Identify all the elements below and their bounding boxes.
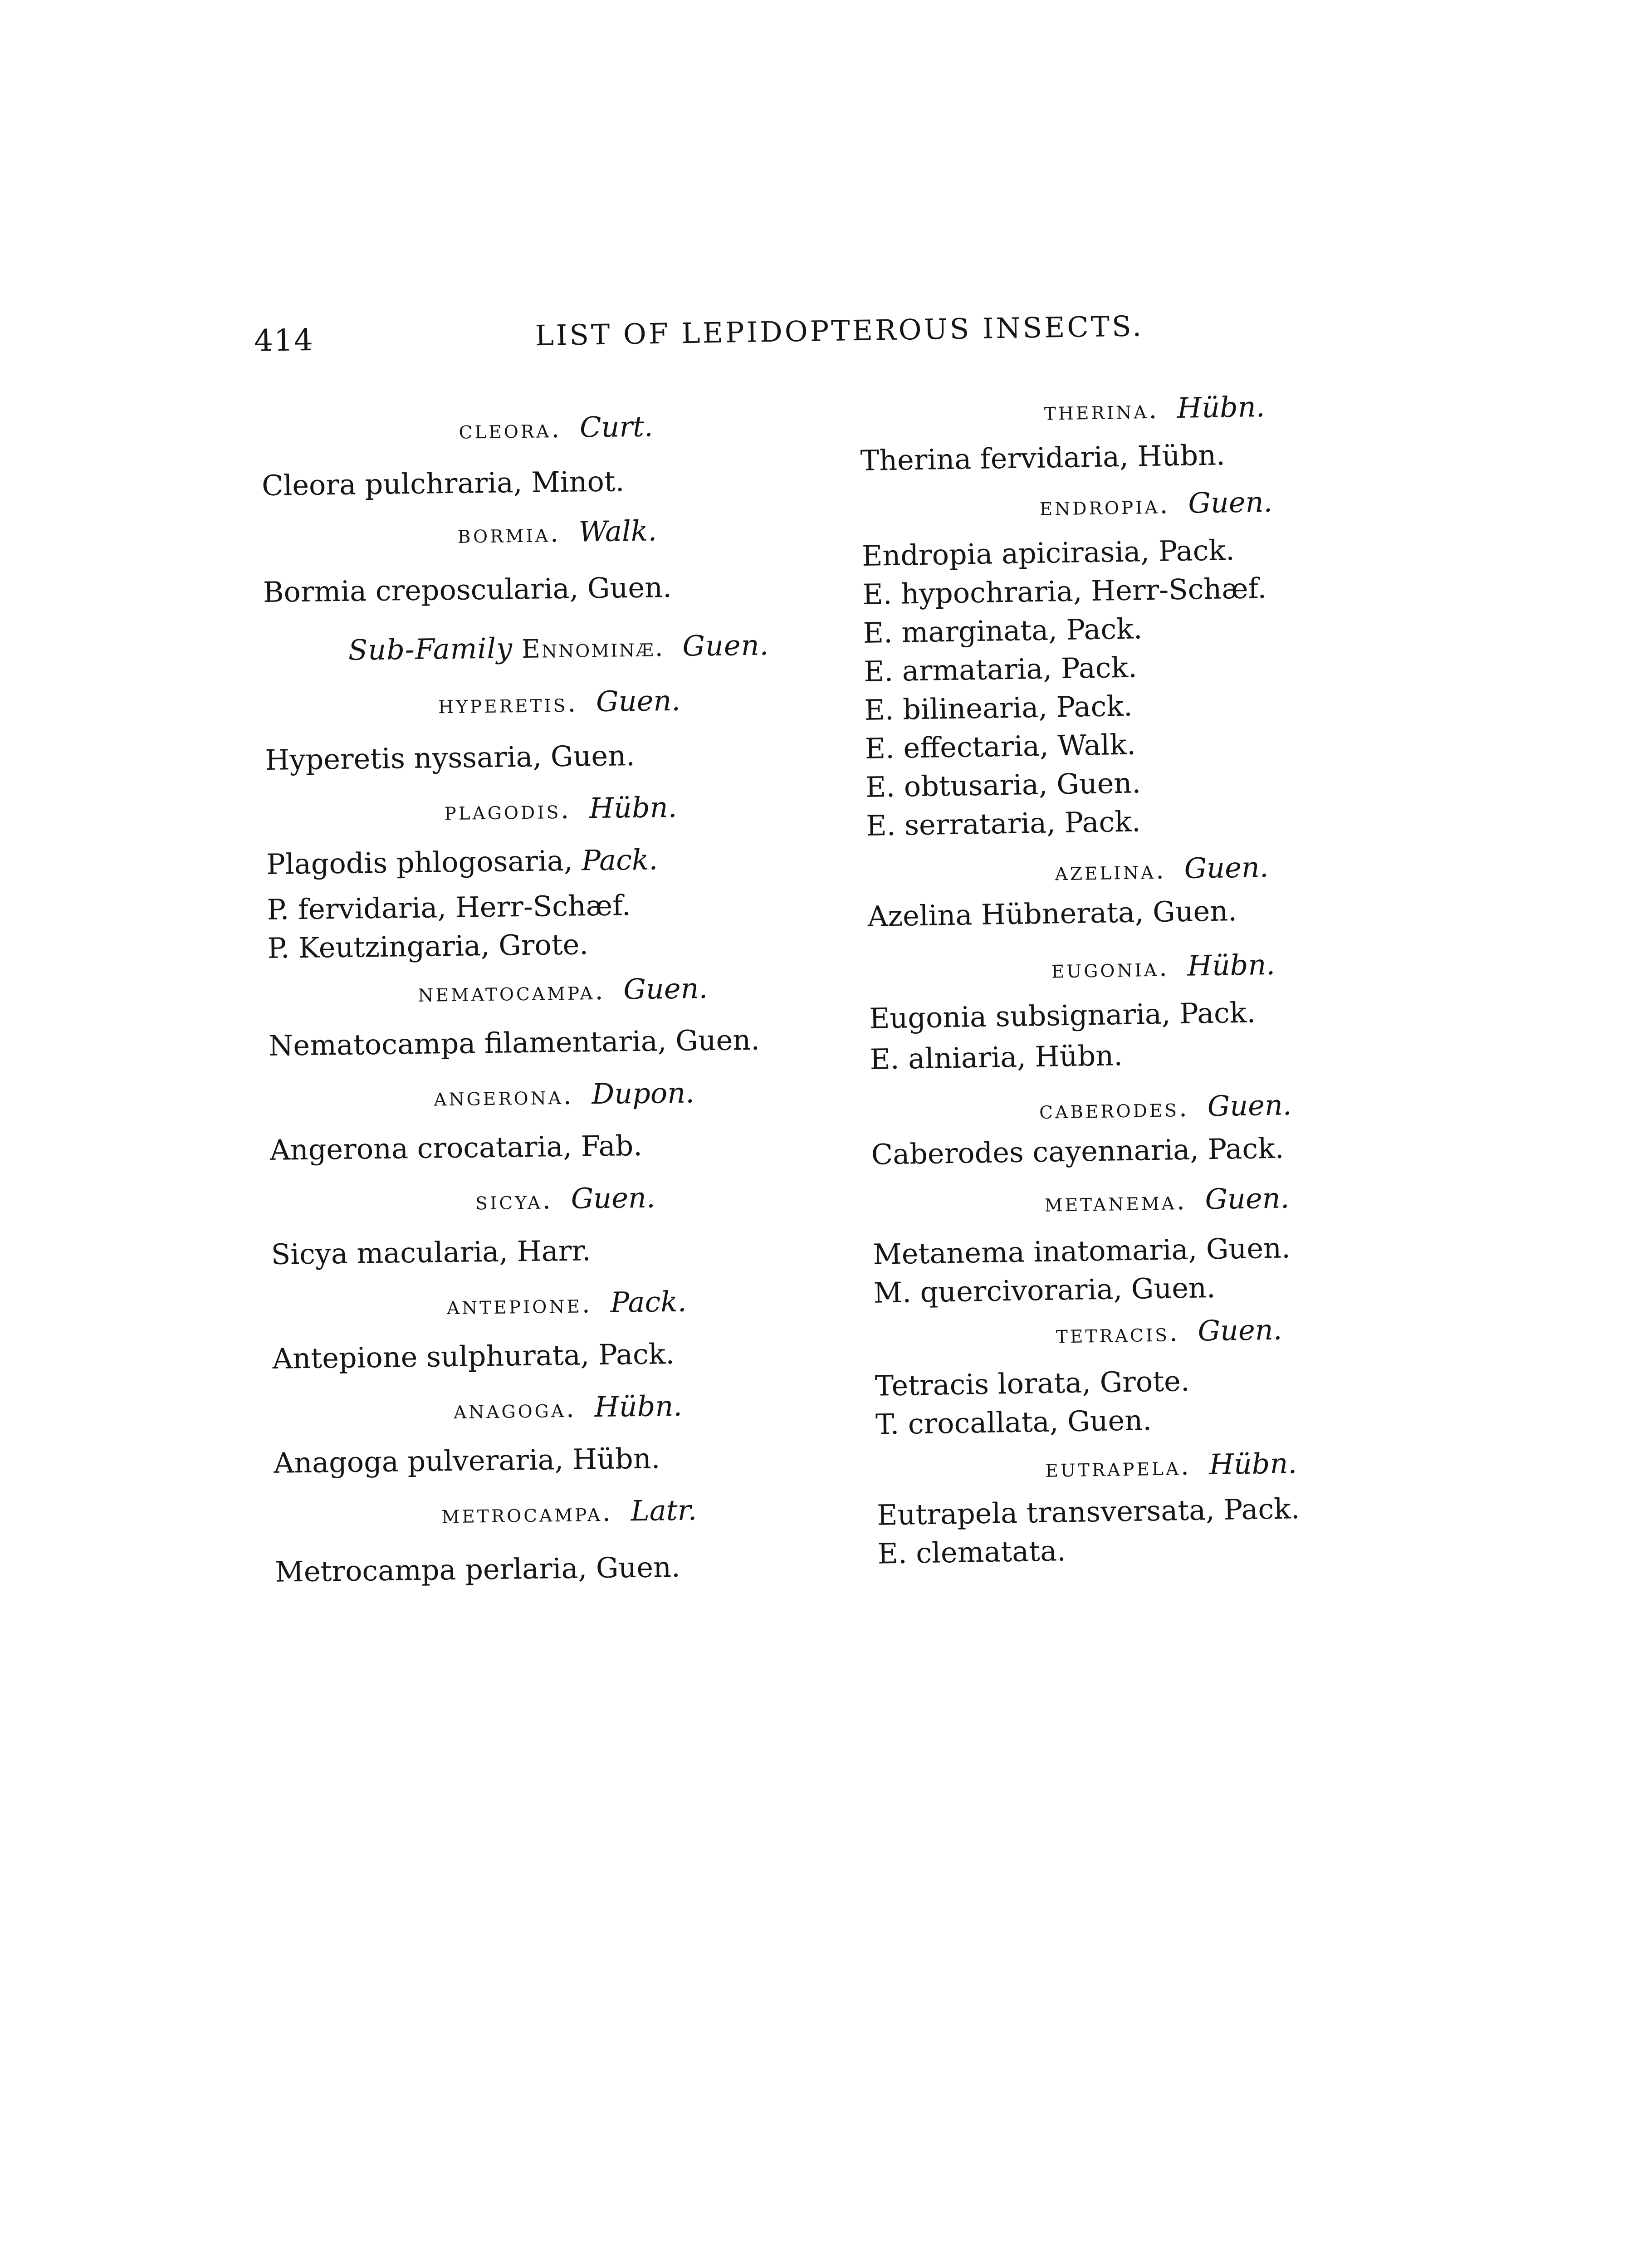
- separator: ,: [569, 572, 588, 605]
- species-authority: Herr-Schæf.: [455, 889, 631, 924]
- genus-name: metrocampa.: [441, 1497, 613, 1530]
- species-entry: [271, 1234, 592, 1271]
- species-authority: Guen.: [1206, 1231, 1291, 1266]
- genus-authority: Hübn.: [594, 1389, 683, 1424]
- species-authority: Guen.: [675, 1023, 760, 1057]
- genus-heading: [861, 485, 1451, 523]
- species-name: Azelina Hübnerata: [867, 895, 1135, 933]
- separator: ,: [1113, 1272, 1132, 1306]
- species-name: Cleora pulchraria: [261, 466, 514, 502]
- genus-authority: Hübn.: [1187, 948, 1276, 982]
- separator: ,: [1048, 613, 1067, 647]
- genus-name: therina.: [1044, 395, 1159, 426]
- genus-heading: [874, 1313, 1464, 1350]
- genus-heading: [261, 410, 851, 445]
- species-authority: Pack.: [1223, 1492, 1300, 1526]
- species-entry: [863, 650, 1138, 688]
- separator: ,: [1017, 1040, 1036, 1074]
- species-entry: [267, 891, 631, 924]
- genus-name: anagoga.: [453, 1393, 577, 1425]
- species-name: Therina fervidaria: [860, 440, 1120, 477]
- species-authority: Harr.: [517, 1234, 592, 1268]
- species-name: T. crocallata: [875, 1405, 1050, 1441]
- genus-name: metanema.: [1044, 1186, 1188, 1218]
- right-column: [853, 0, 1538, 2268]
- separator: ,: [657, 1024, 676, 1058]
- genus-name: angerona.: [433, 1080, 574, 1112]
- species-authority: Pack.: [581, 843, 658, 877]
- genus-heading: [867, 850, 1457, 887]
- genus-heading: [264, 684, 855, 720]
- species-entry: [875, 1364, 1190, 1403]
- species-entry: [873, 1271, 1216, 1310]
- species-authority: Grote.: [498, 928, 589, 962]
- separator: ,: [580, 1338, 599, 1372]
- genus-name: plagodis.: [444, 795, 572, 826]
- separator: ,: [1134, 895, 1153, 929]
- genus-name: sicya.: [475, 1185, 553, 1216]
- species-entry: [274, 1550, 681, 1589]
- genus-heading: [870, 1088, 1461, 1125]
- genus-authority: Guen.: [1204, 1181, 1290, 1216]
- genus-authority: Guen.: [1197, 1313, 1282, 1348]
- separator: ,: [1188, 1232, 1207, 1266]
- separator: ,: [533, 740, 551, 773]
- separator: ,: [1038, 767, 1057, 801]
- species-name: Caberodes cayennaria: [871, 1133, 1190, 1171]
- species-entry: [860, 438, 1226, 477]
- genus-heading: [273, 1390, 863, 1425]
- species-name: E. serrataria: [865, 806, 1047, 842]
- species-entry: [864, 689, 1133, 727]
- species-entry: [872, 1231, 1291, 1271]
- species-name: Hyperetis nyssaria: [265, 740, 533, 777]
- separator: ,: [1042, 652, 1061, 685]
- separator: ,: [562, 1129, 582, 1163]
- separator: ,: [513, 465, 532, 499]
- species-authority: Pack.: [1158, 533, 1235, 568]
- separator: ,: [554, 1442, 573, 1476]
- species-entry: [269, 1129, 643, 1167]
- species-name: Bormia creposcularia: [263, 572, 570, 609]
- species-authority: Herr-Schæf.: [1090, 571, 1267, 608]
- genus-heading: [860, 390, 1450, 427]
- species-entry: [870, 1041, 1123, 1074]
- species-name: Endropia apicirasia: [861, 535, 1141, 572]
- species-name: Sicya macularia: [271, 1235, 499, 1271]
- species-name: M. quercivoraria: [873, 1272, 1114, 1310]
- species-name: Plagodis phlogosaria: [266, 844, 564, 881]
- species-name: E. armataria: [863, 652, 1043, 688]
- species-name: Anagoga pulveraria: [273, 1443, 555, 1480]
- species-entry: [861, 533, 1235, 572]
- genus-authority: Hübn.: [589, 790, 677, 825]
- species-name: E. obtusaria: [865, 767, 1039, 804]
- genus-authority: Guen.: [623, 972, 708, 1006]
- genus-authority: Guen.: [596, 684, 681, 719]
- species-entry: [869, 996, 1256, 1035]
- subfamily-prefix: Sub-Family: [348, 631, 513, 667]
- species-authority: Hübn.: [572, 1442, 660, 1476]
- species-name: P. fervidaria: [267, 891, 438, 926]
- genus-name: endropia.: [1039, 490, 1170, 522]
- subfamily-name: Ennominæ.: [521, 633, 665, 665]
- separator: ,: [1049, 1405, 1068, 1438]
- species-authority: Minot.: [531, 464, 625, 499]
- subfamily-heading: [264, 630, 854, 665]
- species-entry: [875, 1403, 1152, 1441]
- separator: ,: [1205, 1493, 1224, 1527]
- species-entry: [265, 738, 636, 777]
- genus-name: eutrapela.: [1045, 1451, 1192, 1483]
- genus-authority: Hübn.: [1177, 390, 1265, 425]
- species-entry: [863, 612, 1143, 650]
- genus-name: bormia.: [457, 518, 561, 549]
- genus-heading: [272, 1286, 862, 1321]
- species-name: P. Keutzingaria: [267, 929, 481, 965]
- genus-name: hyperetis.: [438, 688, 578, 720]
- genus-authority: Dupon.: [592, 1076, 695, 1111]
- species-name: E. bilinearia: [864, 690, 1039, 727]
- species-authority: Guen.: [587, 570, 672, 605]
- genus-name: azelina.: [1055, 855, 1167, 887]
- genus-authority: Guen.: [682, 628, 769, 663]
- species-entry: [876, 1492, 1300, 1532]
- genus-authority: Pack.: [610, 1285, 687, 1319]
- species-name: Eutrapela transversata: [876, 1493, 1206, 1532]
- species-name: Metanema inatomaria: [872, 1232, 1189, 1271]
- species-authority: Pack.: [1179, 996, 1256, 1031]
- species-authority: Grote.: [1100, 1364, 1190, 1399]
- species-entry: [865, 766, 1141, 804]
- species-entry: [862, 571, 1267, 611]
- separator: ,: [1119, 440, 1138, 474]
- species-entry: [866, 807, 1141, 840]
- species-entry: [267, 930, 588, 963]
- species-authority: Pack.: [1056, 689, 1133, 724]
- genus-authority: Guen.: [1188, 485, 1273, 520]
- separator: ,: [563, 844, 582, 877]
- genus-heading: [872, 1181, 1462, 1218]
- genus-name: eugonia.: [1051, 953, 1170, 984]
- genus-name: nematocampa.: [417, 976, 606, 1008]
- genus-name: tetracis.: [1056, 1318, 1180, 1349]
- genus-name: antepione.: [446, 1289, 593, 1321]
- genus-authority: Curt.: [579, 410, 654, 444]
- species-authority: Guen.: [1131, 1271, 1216, 1305]
- genus-name: caberodes.: [1039, 1093, 1190, 1125]
- species-authority: Guen.: [596, 1550, 681, 1585]
- species-entry: [877, 1534, 1066, 1570]
- separator: ,: [1039, 729, 1058, 763]
- species-entry: [261, 464, 625, 502]
- genus-name: cleora.: [459, 414, 562, 445]
- separator: ,: [1140, 534, 1159, 568]
- genus-heading: [266, 791, 856, 826]
- genus-heading: [270, 1181, 861, 1217]
- separator: ,: [1189, 1133, 1208, 1166]
- separator: ,: [437, 890, 456, 924]
- genus-heading: [268, 973, 858, 1008]
- species-authority: Hübn.: [1034, 1039, 1123, 1074]
- separator: ,: [480, 929, 499, 963]
- species-authority: Pack.: [598, 1337, 675, 1372]
- species-entry: [865, 728, 1136, 765]
- species-name: E. effectaria: [865, 729, 1040, 765]
- species-name: Nematocampa filamentaria: [268, 1024, 658, 1062]
- separator: ,: [1081, 1365, 1100, 1399]
- separator: ,: [1161, 997, 1180, 1031]
- species-name: E. clematata.: [877, 1534, 1066, 1570]
- species-entry: [867, 894, 1237, 933]
- left-column: [256, 0, 932, 2268]
- species-entry: [871, 1131, 1284, 1171]
- genus-authority: Walk.: [578, 514, 657, 548]
- page-number: 414: [254, 322, 314, 358]
- species-name: Metrocampa perlaria: [274, 1551, 578, 1589]
- separator: ,: [1038, 690, 1057, 724]
- species-name: E. marginata: [863, 613, 1049, 650]
- genus-heading: [868, 948, 1458, 985]
- species-authority: Guen.: [1056, 766, 1141, 801]
- species-entry: [268, 1023, 760, 1062]
- separator: ,: [499, 1235, 517, 1268]
- species-authority: Guen.: [1152, 894, 1237, 929]
- species-name: E. alniaria: [869, 1040, 1017, 1076]
- genus-heading: [262, 514, 852, 550]
- species-entry: [273, 1442, 660, 1480]
- separator: ,: [1073, 574, 1091, 608]
- species-name: Antepione sulphurata: [272, 1338, 581, 1375]
- running-title: LIST OF LEPIDOPTEROUS INSECTS.: [535, 309, 1144, 352]
- separator: ,: [1046, 806, 1065, 840]
- species-authority: Walk.: [1057, 728, 1136, 763]
- genus-heading: [274, 1494, 864, 1530]
- species-name: Tetracis lorata: [875, 1366, 1082, 1403]
- species-authority: Hübn.: [1137, 438, 1226, 473]
- genus-heading: [269, 1077, 859, 1112]
- species-authority: Pack.: [1207, 1131, 1284, 1166]
- genus-authority: Guen.: [571, 1181, 655, 1215]
- genus-authority: Guen.: [1207, 1088, 1292, 1123]
- species-entry: [263, 570, 672, 609]
- species-authority: Pack.: [1061, 650, 1138, 685]
- species-entry: [266, 843, 658, 881]
- genus-authority: Latr.: [631, 1493, 697, 1528]
- species-name: Eugonia subsignaria: [869, 997, 1162, 1035]
- species-authority: Guen.: [550, 738, 636, 773]
- species-name: Angerona crocataria: [269, 1129, 563, 1167]
- species-authority: Pack.: [1066, 612, 1143, 646]
- species-authority: Fab.: [581, 1129, 643, 1163]
- genus-heading: [876, 1447, 1466, 1484]
- genus-authority: Guen.: [1184, 850, 1269, 885]
- species-name: E. hypochraria: [862, 574, 1074, 611]
- species-authority: Pack.: [1064, 805, 1141, 840]
- species-entry: [272, 1337, 675, 1375]
- species-authority: Guen.: [1067, 1403, 1152, 1438]
- separator: ,: [577, 1551, 596, 1585]
- genus-authority: Hübn.: [1209, 1447, 1297, 1481]
